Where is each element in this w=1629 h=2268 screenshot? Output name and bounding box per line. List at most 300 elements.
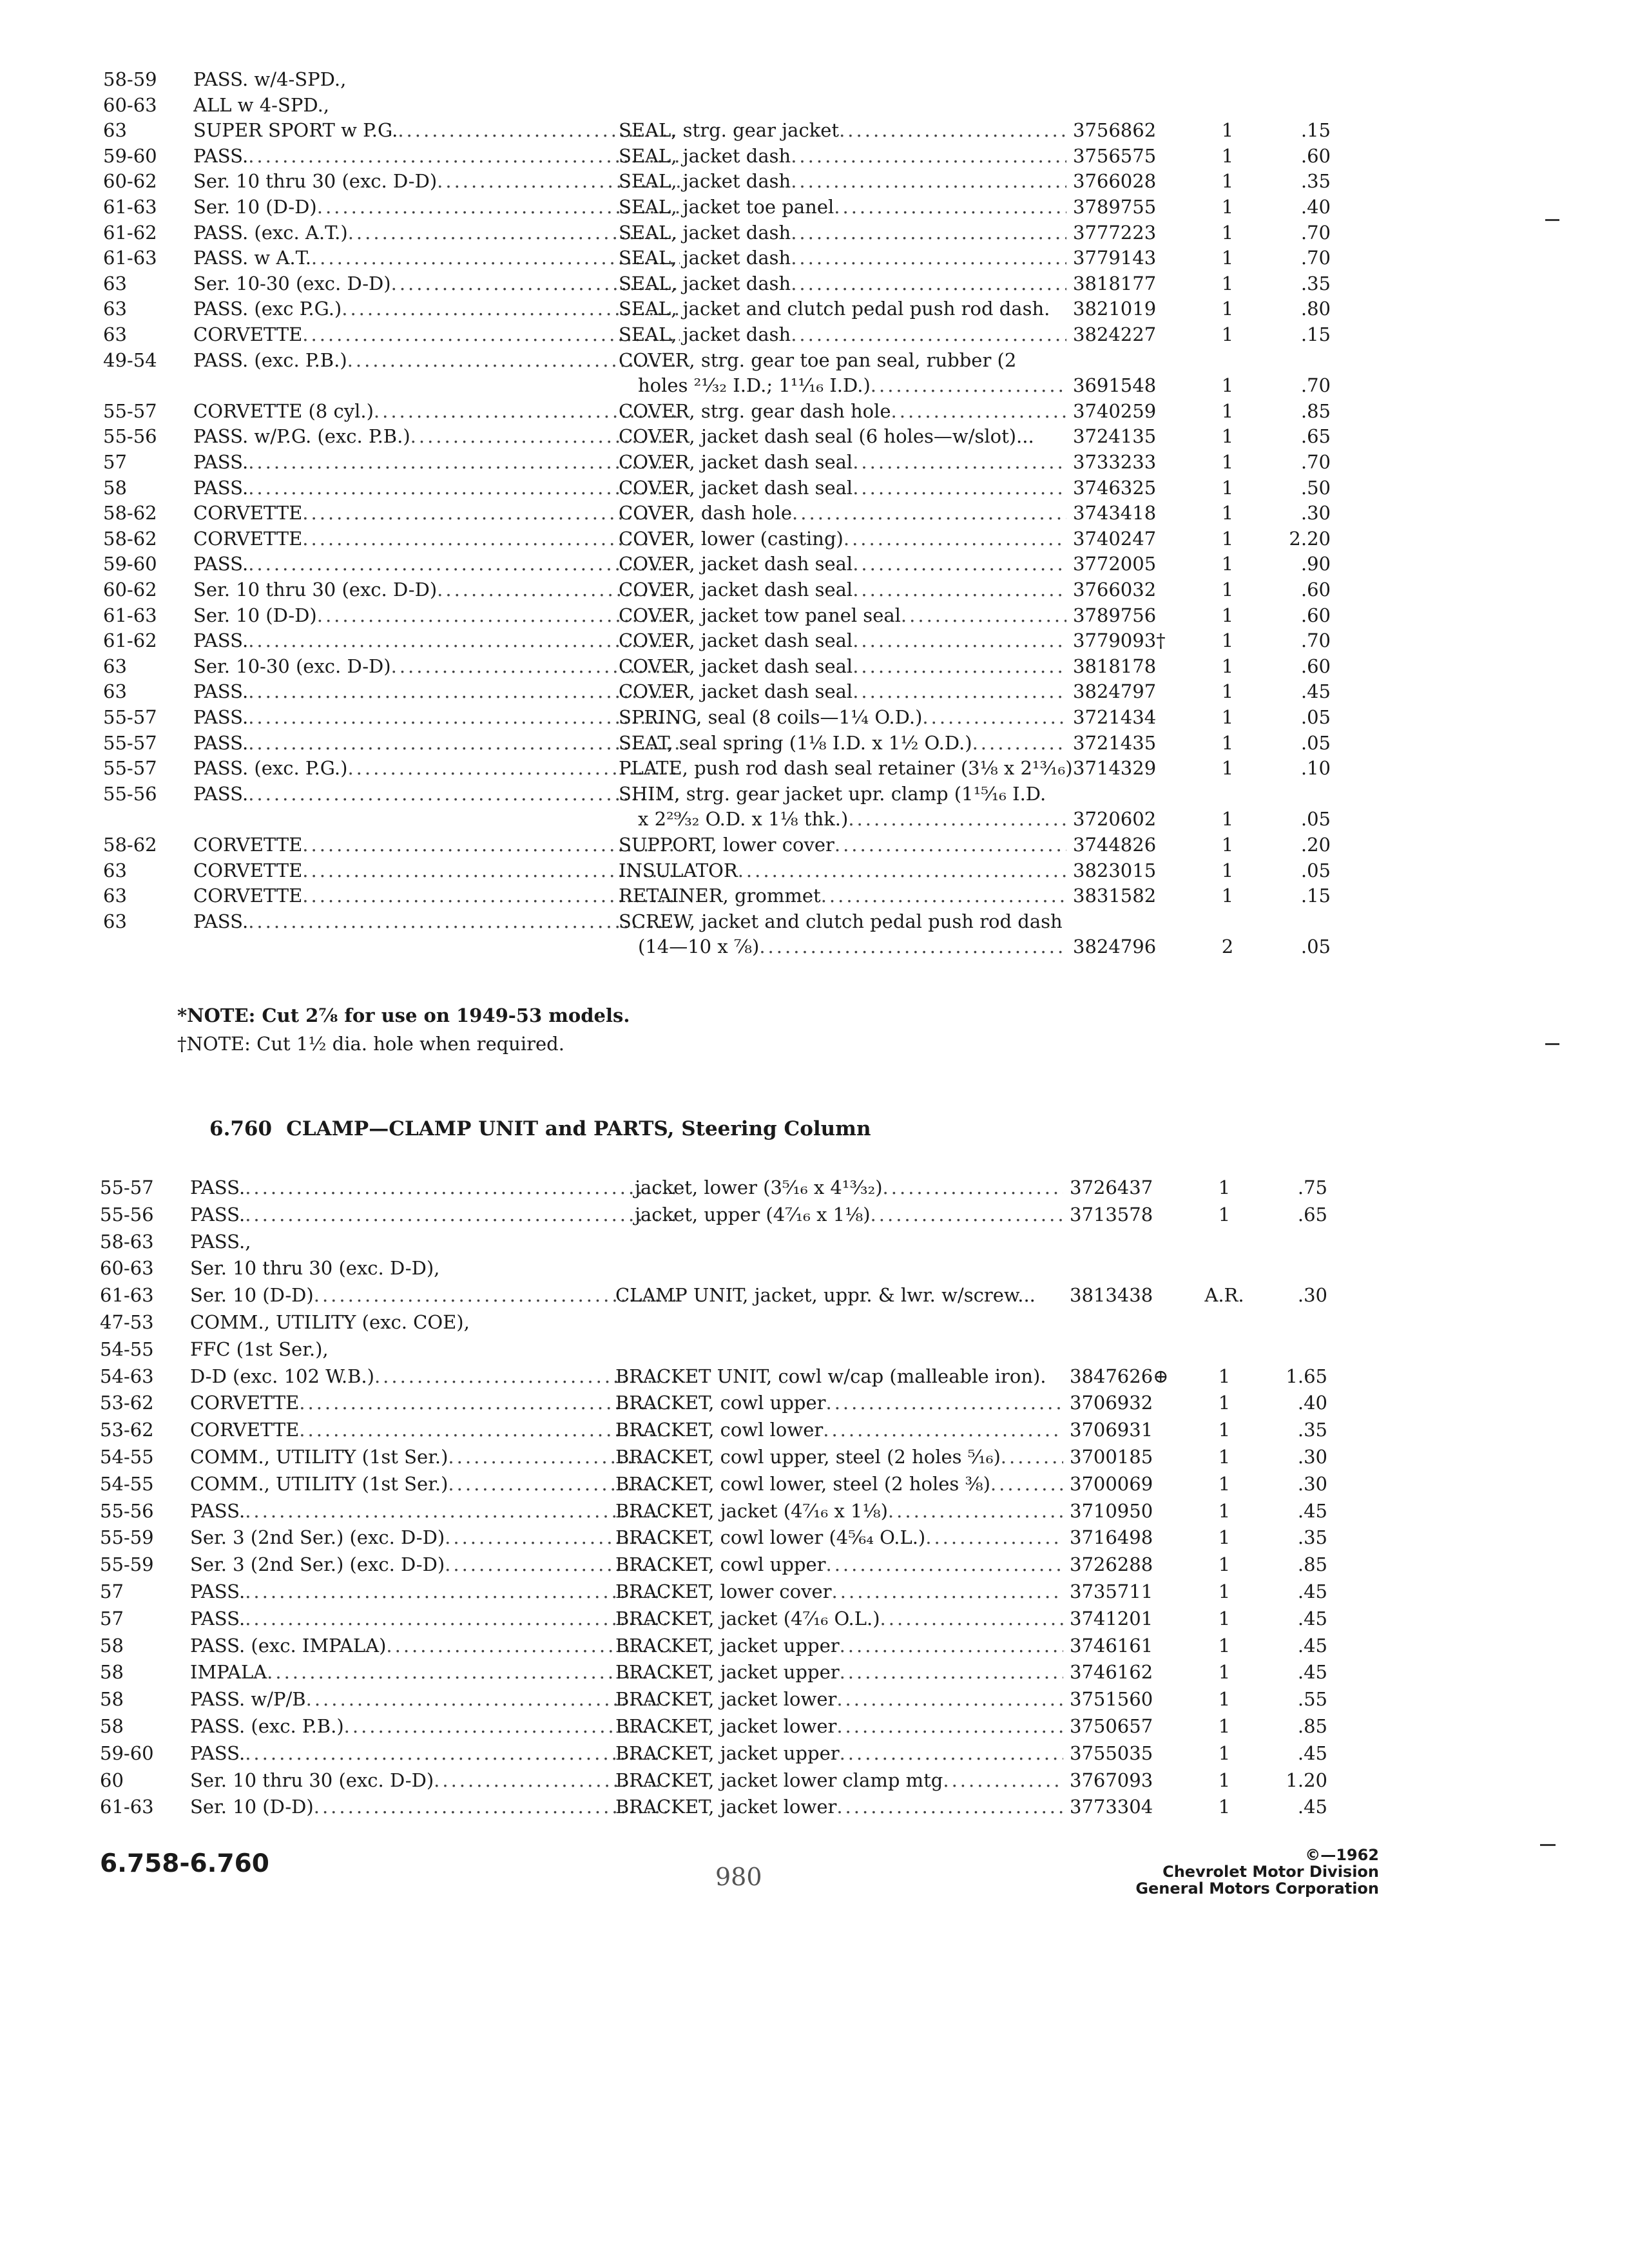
price (1257, 66, 1331, 92)
price: .40 (1297, 1392, 1327, 1414)
model-description: Ser. 10 (D-D) ..... (190, 1282, 677, 1308)
part-number: 3726437 (1070, 1177, 1153, 1198)
quantity: 1 (1218, 1365, 1231, 1387)
part-number: 3789756 (1073, 604, 1157, 626)
part-number: 3824796 (1073, 936, 1157, 958)
part-number: 3746162 (1070, 1661, 1153, 1684)
model-description: CORVETTE ..... (193, 832, 680, 858)
part-description: holes ²¹⁄₃₂ I.D.; 1¹¹⁄₁₆ I.D.) ..... (619, 372, 1066, 398)
model-year: 53-62 (100, 1419, 154, 1441)
model-description: PASS. (exc. P.G.) ..... (193, 755, 680, 781)
part-number: 3743418 (1073, 502, 1157, 524)
part-description: BRACKET, jacket lower ..... (615, 1794, 1063, 1820)
part-description: COVER, jacket dash seal (6 holes—w/slot)... (619, 425, 1034, 448)
quantity: 1 (1221, 247, 1234, 269)
part-description: BRACKET, jacket lower clamp mtg ..... (615, 1767, 1063, 1793)
part-number: 3823015 (1073, 859, 1157, 881)
quantity: 1 (1221, 144, 1234, 167)
model-year: 57 (100, 1581, 124, 1602)
quantity: 1 (1221, 425, 1234, 448)
model-year: 58-63 (100, 1230, 154, 1253)
model-description: CORVETTE ..... (193, 322, 680, 347)
table-row (103, 858, 1334, 883)
section-range: 6.758-6.760 (100, 1849, 269, 1878)
part-description: jacket, lower (3⁵⁄₁₆ x 4¹³⁄₃₂) ..... (615, 1175, 1063, 1200)
model-year: 61-63 (103, 604, 157, 626)
part-number: 3756862 (1073, 119, 1157, 142)
part-number: 3751560 (1070, 1688, 1153, 1711)
part-description: COVER, jacket tow panel seal ..... (619, 602, 1066, 628)
quantity (1199, 908, 1257, 934)
table-row (100, 1740, 1331, 1766)
part-description: SEAL, jacket dash ..... (619, 168, 1066, 194)
part-number: 3779093† (1073, 629, 1166, 652)
model-year: 63 (103, 885, 127, 907)
model-description: PASS. ..... (193, 628, 680, 653)
model-year: 55-57 (103, 757, 157, 780)
model-year: 58 (103, 476, 127, 499)
quantity: 1 (1221, 272, 1234, 294)
part-description (615, 1309, 1472, 1335)
model-year: 47-53 (100, 1311, 154, 1333)
price: .85 (1300, 399, 1331, 422)
part-number: 3710950 (1070, 1499, 1153, 1522)
part-description: jacket, upper (4⁷⁄₁₆ x 1⅛) ..... (615, 1202, 1063, 1227)
model-year: 61-63 (100, 1796, 154, 1818)
table-row (103, 678, 1334, 704)
quantity: 1 (1221, 604, 1234, 626)
price: .75 (1297, 1177, 1327, 1198)
model-year: 60-62 (103, 579, 157, 601)
price (1257, 908, 1331, 934)
model-year: 55-56 (100, 1499, 154, 1522)
part-description: COVER, jacket dash seal ..... (619, 577, 1066, 602)
quantity: 1 (1221, 196, 1234, 218)
model-description: Ser. 10 (D-D) ..... (193, 194, 680, 220)
part-description: COVER, jacket dash seal ..... (619, 628, 1066, 653)
part-number: 3726288 (1070, 1553, 1153, 1576)
part-number: 3720602 (1073, 808, 1157, 831)
edge-mark (1545, 219, 1559, 221)
model-year: 57 (100, 1607, 124, 1629)
quantity (1195, 1255, 1253, 1281)
table-row (103, 602, 1334, 628)
quantity (1199, 781, 1257, 807)
price: .45 (1297, 1499, 1327, 1522)
price: .45 (1297, 1661, 1327, 1684)
price: .85 (1297, 1553, 1327, 1576)
part-number: 3746161 (1070, 1634, 1153, 1657)
part-description: BRACKET, jacket (4⁷⁄₁₆ x 1⅛) ..... (615, 1498, 1063, 1524)
model-description: PASS. ..... (193, 781, 680, 807)
quantity: 1 (1221, 579, 1234, 601)
table-row (100, 1579, 1331, 1604)
price (1257, 347, 1331, 373)
quantity: 1 (1218, 1769, 1231, 1791)
table-row (100, 1390, 1331, 1416)
table-row (100, 1282, 1331, 1308)
part-number: 3724135 (1073, 425, 1157, 448)
price: .80 (1300, 298, 1331, 320)
model-year: 55-56 (103, 782, 157, 805)
quantity: 1 (1221, 527, 1234, 550)
part-number: 3744826 (1073, 834, 1157, 856)
table-row (103, 372, 1334, 398)
price: .45 (1300, 680, 1331, 703)
part-description (619, 66, 1476, 92)
quantity: 1 (1221, 629, 1234, 652)
model-year: 59-60 (103, 553, 157, 575)
model-year: 61-62 (103, 221, 157, 244)
part-number: 3824227 (1073, 323, 1157, 345)
model-description: PASS. ..... (193, 551, 680, 577)
table-row (103, 475, 1334, 501)
quantity: 1 (1221, 119, 1234, 142)
section-number: 6.760 (209, 1117, 273, 1140)
model-description: PASS., (190, 1230, 251, 1253)
table-row (103, 832, 1334, 858)
part-description: SEAL, jacket dash ..... (619, 245, 1066, 271)
part-description: BRACKET, cowl lower, steel (2 holes ⅜) ..... (615, 1471, 1063, 1497)
quantity: 1 (1218, 1392, 1231, 1414)
part-number: 3700069 (1070, 1472, 1153, 1495)
table-row (103, 194, 1334, 220)
model-year: 55-57 (103, 731, 157, 754)
model-year: 55-59 (100, 1553, 154, 1576)
model-year: 63 (103, 680, 127, 703)
price: .45 (1297, 1581, 1327, 1602)
part-description: SHIM, strg. gear jacket upr. clamp (1¹⁵⁄₁₆ I.D. (619, 782, 1046, 805)
table-row (100, 1336, 1331, 1362)
part-number: 3756575 (1073, 144, 1157, 167)
model-description: PASS. (exc. P.B.) ..... (193, 347, 680, 373)
model-description: Ser. 10-30 (exc. D-D) ..... (193, 653, 680, 679)
price: .65 (1297, 1203, 1327, 1225)
part-number: 3767093 (1070, 1769, 1153, 1791)
model-description: CORVETTE ..... (190, 1390, 677, 1416)
table-row (100, 1175, 1331, 1200)
part-description: PLATE, push rod dash seal retainer (3⅛ x 2¹³⁄₁₆) (619, 757, 1073, 780)
quantity: 1 (1218, 1607, 1231, 1629)
price: .15 (1300, 885, 1331, 907)
publisher-block (1070, 1847, 1379, 1897)
part-number: 3755035 (1070, 1742, 1153, 1764)
quantity: 1 (1218, 1581, 1231, 1602)
part-number: 3824797 (1073, 680, 1157, 703)
table-row (100, 1606, 1331, 1631)
price: .70 (1300, 374, 1331, 397)
model-description: Ser. 3 (2nd Ser.) (exc. D-D) ..... (190, 1524, 677, 1550)
quantity: 1 (1221, 502, 1234, 524)
part-description: BRACKET, cowl lower (4⁵⁄₆₄ O.L.) ..... (615, 1524, 1063, 1550)
price: .50 (1300, 476, 1331, 499)
price: .40 (1300, 196, 1331, 218)
price: .15 (1300, 323, 1331, 345)
price: 1.20 (1286, 1769, 1327, 1791)
price (1253, 1229, 1327, 1254)
model-year: 58-62 (103, 502, 157, 524)
part-number: 3789755 (1073, 196, 1157, 218)
price: .45 (1297, 1607, 1327, 1629)
part-number: 3746325 (1073, 476, 1157, 499)
quantity: 1 (1221, 553, 1234, 575)
table-row (100, 1417, 1331, 1443)
price: .35 (1297, 1526, 1327, 1549)
model-year: 61-63 (100, 1284, 154, 1307)
model-year: 63 (103, 298, 127, 320)
quantity (1199, 66, 1257, 92)
price: .05 (1300, 706, 1331, 728)
part-description: SEAL, jacket and clutch pedal push rod dash. (619, 298, 1050, 320)
part-number: 3721434 (1073, 706, 1157, 728)
model-year: 55-56 (100, 1203, 154, 1225)
part-description: BRACKET, cowl upper ..... (615, 1390, 1063, 1416)
part-number: 3766028 (1073, 170, 1157, 193)
part-number: 3773304 (1070, 1796, 1153, 1818)
model-description (193, 372, 683, 398)
model-description: PASS. w A.T. ..... (193, 245, 680, 271)
quantity: 1 (1218, 1526, 1231, 1549)
price: .05 (1300, 808, 1331, 831)
model-year: 58 (100, 1715, 124, 1737)
table-row (103, 168, 1334, 194)
price: .05 (1300, 731, 1331, 754)
price (1257, 92, 1331, 118)
table-row (100, 1713, 1331, 1739)
model-year: 60-63 (100, 1257, 154, 1280)
part-number (1070, 1336, 1205, 1362)
model-description (193, 934, 683, 959)
part-number: 3716498 (1070, 1526, 1153, 1549)
price: .10 (1300, 757, 1331, 780)
quantity: 1 (1218, 1742, 1231, 1764)
price: .30 (1297, 1472, 1327, 1495)
price: .30 (1297, 1446, 1327, 1468)
part-description: SEAT, seal spring (1⅛ I.D. x 1½ O.D.) ..... (619, 730, 1066, 756)
model-year: 54-63 (100, 1365, 154, 1387)
quantity: 1 (1221, 221, 1234, 244)
table-row (100, 1444, 1331, 1470)
price: .70 (1300, 451, 1331, 473)
quantity: 1 (1218, 1203, 1231, 1225)
part-description: SUPPORT, lower cover ..... (619, 832, 1066, 858)
part-description: x 2²⁹⁄₃₂ O.D. x 1⅛ thk.) ..... (619, 806, 1066, 832)
part-description: COVER, jacket dash seal ..... (619, 678, 1066, 704)
table-row (100, 1309, 1331, 1335)
table-row (103, 755, 1334, 781)
model-year: 58 (100, 1634, 124, 1657)
table-row (100, 1255, 1331, 1281)
part-number: 3847626⊕ (1070, 1365, 1169, 1387)
table-row (100, 1229, 1331, 1254)
table-row (100, 1767, 1331, 1793)
part-description: CLAMP UNIT, jacket, uppr. & lwr. w/screw... (615, 1284, 1036, 1307)
model-year: 58-62 (103, 834, 157, 856)
company-line-1: Chevrolet Motor Division (1162, 1863, 1379, 1881)
model-description: PASS. (exc. A.T.) ..... (193, 220, 680, 245)
model-description: Ser. 10 thru 30 (exc. D-D) ..... (190, 1767, 677, 1793)
model-description: PASS. ..... (190, 1606, 677, 1631)
table-row (103, 551, 1334, 577)
part-number: 3772005 (1073, 553, 1157, 575)
model-description: PASS. ..... (190, 1740, 677, 1766)
part-number: 3740259 (1073, 399, 1157, 422)
model-year: 63 (103, 859, 127, 881)
model-description: Ser. 10 (D-D) ..... (190, 1794, 677, 1820)
model-year (103, 934, 187, 959)
model-description: PASS. ..... (193, 678, 680, 704)
model-description: PASS. (exc P.G.) ..... (193, 296, 680, 322)
table-row (100, 1686, 1331, 1712)
part-number: 3700185 (1070, 1446, 1153, 1468)
company-line-2: General Motors Corporation (1135, 1879, 1379, 1898)
quantity: A.R. (1204, 1284, 1244, 1307)
part-number: 3713578 (1070, 1203, 1153, 1225)
table-row (100, 1552, 1331, 1577)
table-row (103, 628, 1334, 653)
part-number (1073, 908, 1208, 934)
price: .35 (1297, 1419, 1327, 1441)
part-description: BRACKET, cowl lower ..... (615, 1417, 1063, 1443)
table-row (103, 934, 1334, 959)
model-year: 60-63 (103, 93, 157, 116)
quantity (1195, 1229, 1253, 1254)
price: .35 (1300, 272, 1331, 294)
part-description: COVER, dash hole ..... (619, 500, 1066, 526)
table-row (103, 908, 1334, 934)
part-description: SCREW, jacket and clutch pedal push rod dash (619, 910, 1063, 932)
price: .20 (1300, 834, 1331, 856)
price: .35 (1300, 170, 1331, 193)
table-row (103, 347, 1334, 373)
model-description: PASS. ..... (193, 730, 680, 756)
model-year: 61-63 (103, 247, 157, 269)
quantity (1195, 1336, 1253, 1362)
part-description: COVER, strg. gear dash hole ..... (619, 398, 1066, 424)
model-year: 58-59 (103, 68, 157, 90)
model-year: 55-56 (103, 425, 157, 448)
model-year: 63 (103, 119, 127, 142)
part-number: 3721435 (1073, 731, 1157, 754)
part-number: 3735711 (1070, 1581, 1153, 1602)
table-row (103, 883, 1334, 908)
quantity: 1 (1221, 834, 1234, 856)
part-description (615, 1255, 1472, 1281)
part-description: COVER, jacket dash seal ..... (619, 475, 1066, 501)
table-row (103, 653, 1334, 679)
model-description: Ser. 10-30 (exc. D-D) ..... (193, 271, 680, 296)
part-description: BRACKET UNIT, cowl w/cap (malleable iron). (615, 1365, 1046, 1387)
model-description: PASS. ..... (193, 908, 680, 934)
quantity: 1 (1218, 1419, 1231, 1441)
quantity: 1 (1221, 298, 1234, 320)
model-year: 54-55 (100, 1446, 154, 1468)
quantity: 1 (1221, 885, 1234, 907)
part-number: 3706932 (1070, 1392, 1153, 1414)
part-description (615, 1336, 1472, 1362)
model-description: COMM., UTILITY (1st Ser.) ..... (190, 1471, 677, 1497)
model-description: COMM., UTILITY (exc. COE), (190, 1311, 470, 1333)
price: .05 (1300, 936, 1331, 958)
model-year: 60-62 (103, 170, 157, 193)
model-description: ALL w 4-SPD., (193, 93, 330, 116)
model-year: 63 (103, 272, 127, 294)
part-number (1070, 1229, 1205, 1254)
model-description: PASS. ..... (190, 1202, 677, 1227)
part-description: BRACKET, cowl upper, steel (2 holes ⁵⁄₁₆) ..... (615, 1444, 1063, 1470)
part-description: SEAL, jacket dash ..... (619, 271, 1066, 296)
table-row (103, 500, 1334, 526)
model-description: PASS. ..... (190, 1175, 677, 1200)
quantity: 1 (1221, 323, 1234, 345)
edge-mark (1540, 1844, 1556, 1846)
model-description: CORVETTE (8 cyl.) ..... (193, 398, 680, 424)
edge-mark (1545, 1043, 1559, 1045)
section-heading (209, 1115, 871, 1143)
part-description: RETAINER, grommet ..... (619, 883, 1066, 908)
table-row (103, 423, 1334, 449)
part-description: COVER, lower (casting) ..... (619, 526, 1066, 552)
table-row (100, 1633, 1331, 1658)
quantity (1195, 1309, 1253, 1335)
model-description: CORVETTE ..... (193, 883, 680, 908)
quantity: 1 (1218, 1661, 1231, 1684)
model-year: 63 (103, 655, 127, 677)
price: .60 (1300, 579, 1331, 601)
quantity: 1 (1221, 655, 1234, 677)
part-description: BRACKET, jacket upper ..... (615, 1633, 1063, 1658)
part-number: 3691548 (1073, 374, 1157, 397)
price: .30 (1300, 502, 1331, 524)
copyright: ©—1962 (1305, 1846, 1379, 1864)
price: 1.65 (1286, 1365, 1327, 1387)
table-row (103, 143, 1334, 169)
price: .70 (1300, 247, 1331, 269)
model-description: Ser. 10 thru 30 (exc. D-D) ..... (193, 168, 680, 194)
part-description: COVER, jacket dash seal ..... (619, 551, 1066, 577)
table-row (103, 296, 1334, 322)
note-cut-hole: †NOTE: Cut 1½ dia. hole when required. (177, 1033, 564, 1055)
model-description: Ser. 10 thru 30 (exc. D-D) ..... (193, 577, 680, 602)
model-description: CORVETTE ..... (193, 500, 680, 526)
model-description: CORVETTE ..... (190, 1417, 677, 1443)
part-number: 3740247 (1073, 527, 1157, 550)
table-row (103, 92, 1334, 118)
part-number (1073, 347, 1208, 373)
quantity: 1 (1218, 1446, 1231, 1468)
quantity: 1 (1218, 1472, 1231, 1495)
quantity: 1 (1218, 1499, 1231, 1522)
part-description: (14—10 x ⅞) ..... (619, 934, 1066, 959)
part-description: INSULATOR ..... (619, 858, 1066, 883)
model-description: PASS. ..... (193, 449, 680, 475)
quantity: 1 (1218, 1177, 1231, 1198)
quantity: 1 (1221, 170, 1234, 193)
part-description: BRACKET, jacket (4⁷⁄₁₆ O.L.) ..... (615, 1606, 1063, 1631)
part-description: BRACKET, jacket upper ..... (615, 1740, 1063, 1766)
model-description: Ser. 10 thru 30 (exc. D-D), (190, 1257, 440, 1280)
model-year: 55-57 (103, 399, 157, 422)
price: .45 (1297, 1796, 1327, 1818)
table-row (100, 1524, 1331, 1550)
model-description: PASS. (exc. P.B.) ..... (190, 1713, 677, 1739)
quantity: 1 (1218, 1634, 1231, 1657)
model-year (103, 806, 187, 832)
part-number: 3779143 (1073, 247, 1157, 269)
model-description: FFC (1st Ser.), (190, 1338, 329, 1360)
price (1253, 1309, 1327, 1335)
part-description: COVER, jacket dash seal ..... (619, 653, 1066, 679)
